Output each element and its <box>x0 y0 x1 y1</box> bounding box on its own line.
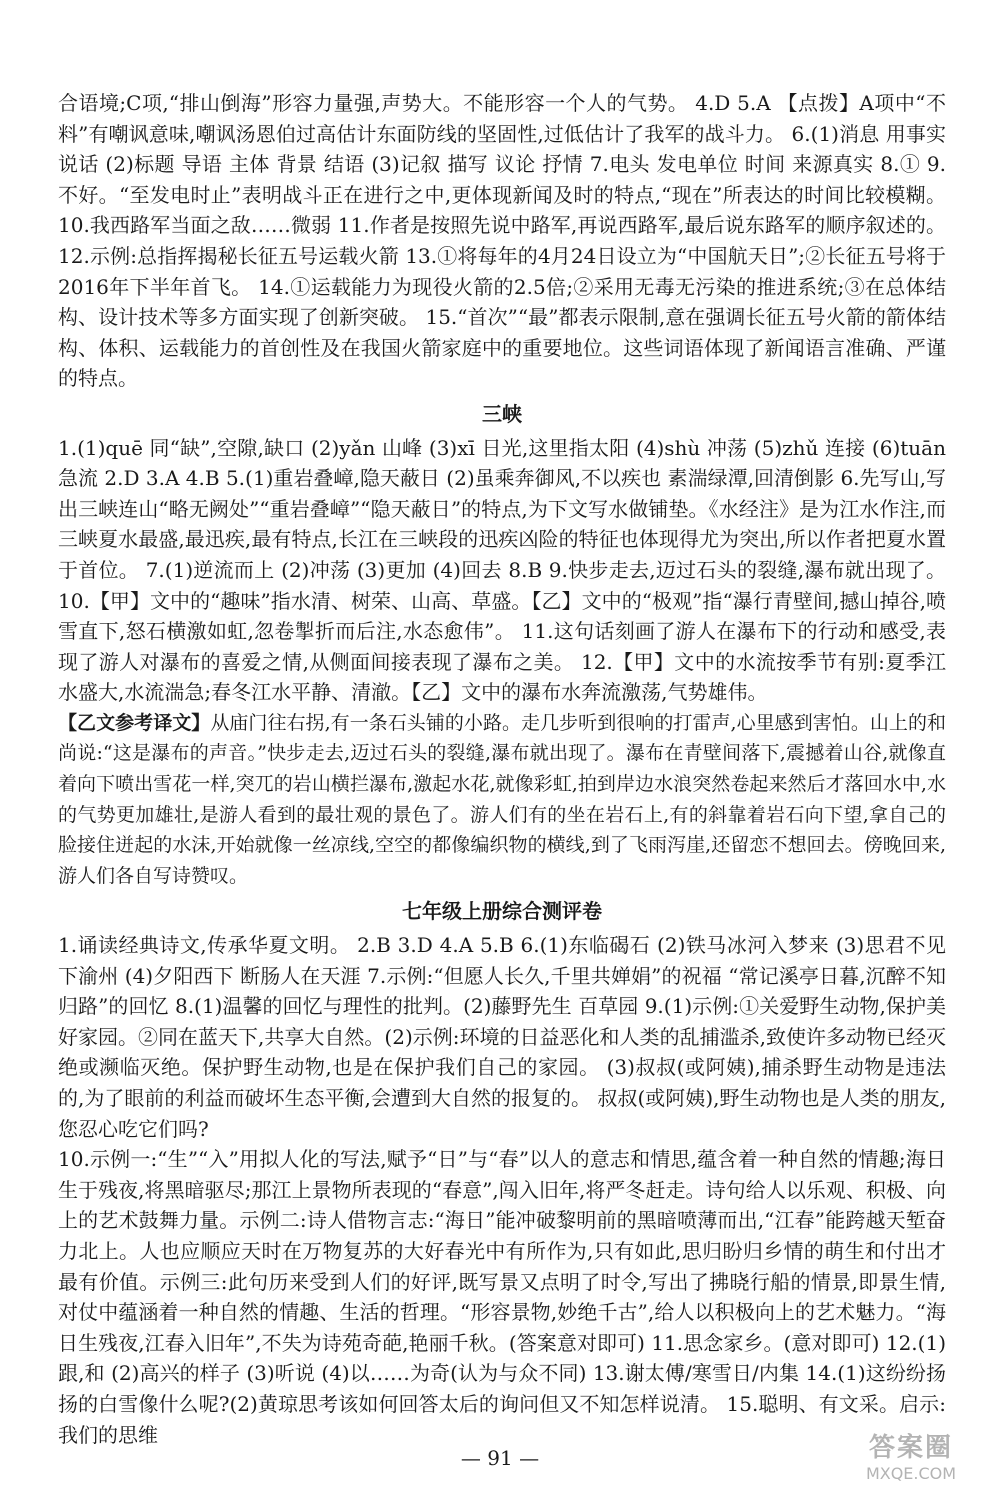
page-number: — 91 — <box>460 1446 540 1470</box>
watermark-logo <box>836 1432 986 1492</box>
translation-text: 从庙门往右拐,有一条石头铺的小路。走几步听到很响的打雷声,心里感到害怕。山上的和尚说:“这是瀑布的声音。”快步走去,迈过石头的裂缝,瀑布就出现了。瀑布在青壁间落下,震撼着山谷,就像直着向下喷出雪花一样,突兀的岩山横拦瀑布,激起水花,就像彩虹,拍到岸边水浪突然卷起来然后才落回水中,水的气势更加雄壮,是游人看到的最壮观的景色了。游人们有的坐在岩石上,有的斜靠着岩石向下望,拿自己的脸接住迸起的水沫,开始就像一丝凉线,空空的都像编织物的横线,到了飞雨泻崖,还留恋不想回去。傍晚回来,游人们各自写诗赞叹。 <box>58 711 946 887</box>
answer-block-sanxia: 1.(1)quē 同“缺”,空隙,缺口 (2)yǎn 山峰 (3)xī 日光,这里指太阳 (4)shù 冲荡 (5)zhǔ 连接 (6)tuān 急流 2.D 3.A 4.B 5.(1)重岩叠嶂,隐天蔽日 (2)虽乘奔御风,不以疾也 素湍绿潭,回清倒影 6.先写山,写出三峡连山“略无阙处”“重岩叠嶂”“隐天蔽日”的特点,为下文写水做铺垫。《水经注》是为江水作注,而三峡夏水最盛,最迅疾,最有特点,长江在三峡段的迅疾凶险的特征也体现得尤为突出,所以作者把夏水置于首位。 7.(1)逆流而上 (2)冲荡 (3)更加 (4)回去 8.B 9.快步走去,迈过石头的裂缝,瀑布就出现了。 10.【甲】文中的“趣味”指水清、树荣、山高、草盛。【乙】文中的“极观”指“瀑行青壁间,撼山掉谷,喷雪直下,怒石横激如虹,忽卷掣折而后注,水态愈伟”。 11.这句话刻画了游人在瀑布下的行动和感受,表现了游人对瀑布的喜爱之情,从侧面间接表现了瀑布之美。 12.【甲】文中的水流按季节有别:夏季江水盛大,水流湍急;春冬江水平静、清澈。【乙】文中的瀑布水奔流激荡,气势雄伟。 <box>58 435 946 705</box>
answer-block-news: 合语境;C项,“排山倒海”形容力量强,声势大。不能形容一个人的气势。 4.D 5.A 【点拨】A项中“不料”有嘲讽意味,嘲讽汤恩伯过高估计东面防线的坚固性,过低估计了我军的战斗力。 6.(1)消息 用事实说话 (2)标题 导语 主体 背景 结语 (3)记叙 描写 议论 抒情 7.电头 发电单位 时间 来源真实 8.① 9.不好。“至发电时止”表明战斗正在进行之中,更体现新闻及时的特点,“现在”所表达的时间比较模糊。 10.我西路军当面之敌……微弱 11.作者是按照先说中路军,再说西路军,最后说东路军的顺序叙述的。 12.示例:总指挥揭秘长征五号运载火箭 13.①将每年的4月24日设立为“中国航天日”;②长征五号将于2016年下半年首飞。 14.①运载能力为现役火箭的2.5倍;②采用无毒无污染的推进系统;③在总体结构、设计技术等多方面实现了创新突破。 15.“首次”“最”都表示限制,意在强调长征五号火箭的箭体结构、体积、运载能力的首创性及在我国火箭家庭中的重要地位。这些词语体现了新闻语言准确、严谨的特点。 <box>58 91 946 391</box>
translation-label: 【乙文参考译文】 <box>58 711 211 734</box>
watermark-sub: MXQE.COM <box>865 1464 957 1483</box>
translation-paragraph <box>58 708 946 892</box>
answer-page <box>58 88 946 1450</box>
answer-block-test: 1.诵读经典诗文,传承华夏文明。 2.B 3.D 4.A 5.B 6.(1)东临碣石 (2)铁马冰河入梦来 (3)思君不见下渝州 (4)夕阳西下 断肠人在天涯 7.示例:“但愿人长久,千里共婵娟”的祝福 “常记溪亭日暮,沉醉不知归路”的回忆 8.(1)温馨的回忆与理性的批判。(2)藤野先生 百草园 9.(1)示例:①关爱野生动物,保护美好家园。②同在蓝天下,共享大自然。(2)示例:环境的日益恶化和人类的乱捕滥杀,致使许多动物已经灭绝或濒临灭绝。保护野生动物,也是在保护我们自己的家园。 (3)叔叔(或阿姨),捕杀野生动物是违法的,为了眼前的利益而破坏生态平衡,会遭到大自然的报复的。 叔叔(或阿姨),野生动物也是人类的朋友,您忍心吃它们吗? <box>58 933 946 1141</box>
answer-block-test-q10: 10.示例一:“生”“入”用拟人化的写法,赋予“日”与“春”以人的意志和情思,蕴含着一种自然的情趣;海日生于残夜,将黑暗驱尽;那江上景物所表现的“春意”,闯入旧年,将严冬赶走。诗句给人以乐观、积极、向上的艺术鼓舞力量。示例二:诗人借物言志:“海日”能冲破黎明前的黑暗喷薄而出,“江春”能跨越天堑奋力北上。人也应顺应天时在万物复苏的大好春光中有所作为,只有如此,思归盼归乡情的萌生和付出才最有价值。示例三:此句历来受到人们的好评,既写景又点明了时令,写出了拂晓行船的情景,即景生情,对仗中蕴涵着一种自然的情趣、生活的哲理。“形容景物,妙绝千古”,给人以积极向上的艺术魅力。“海日生残夜,江春入旧年”,不失为诗苑奇葩,艳丽千秋。(答案意对即可) 11.思念家乡。(意对即可) 12.(1)跟,和 (2)高兴的样子 (3)听说 (4)以……为奇(认为与众不同) 13.谢太傅/寒雪日/内集 14.(1)这纷纷扬扬的白雪像什么呢?(2)黄琼思考该如何回答太后的询问但又不知怎样说清。 15.聪明、有文采。启示:我们的思维 <box>58 1147 946 1447</box>
section-title-test: 七年级上册综合测评卷 <box>402 899 602 924</box>
watermark-main: 答案圈 <box>868 1433 953 1463</box>
section-title-sanxia: 三峡 <box>482 401 522 426</box>
